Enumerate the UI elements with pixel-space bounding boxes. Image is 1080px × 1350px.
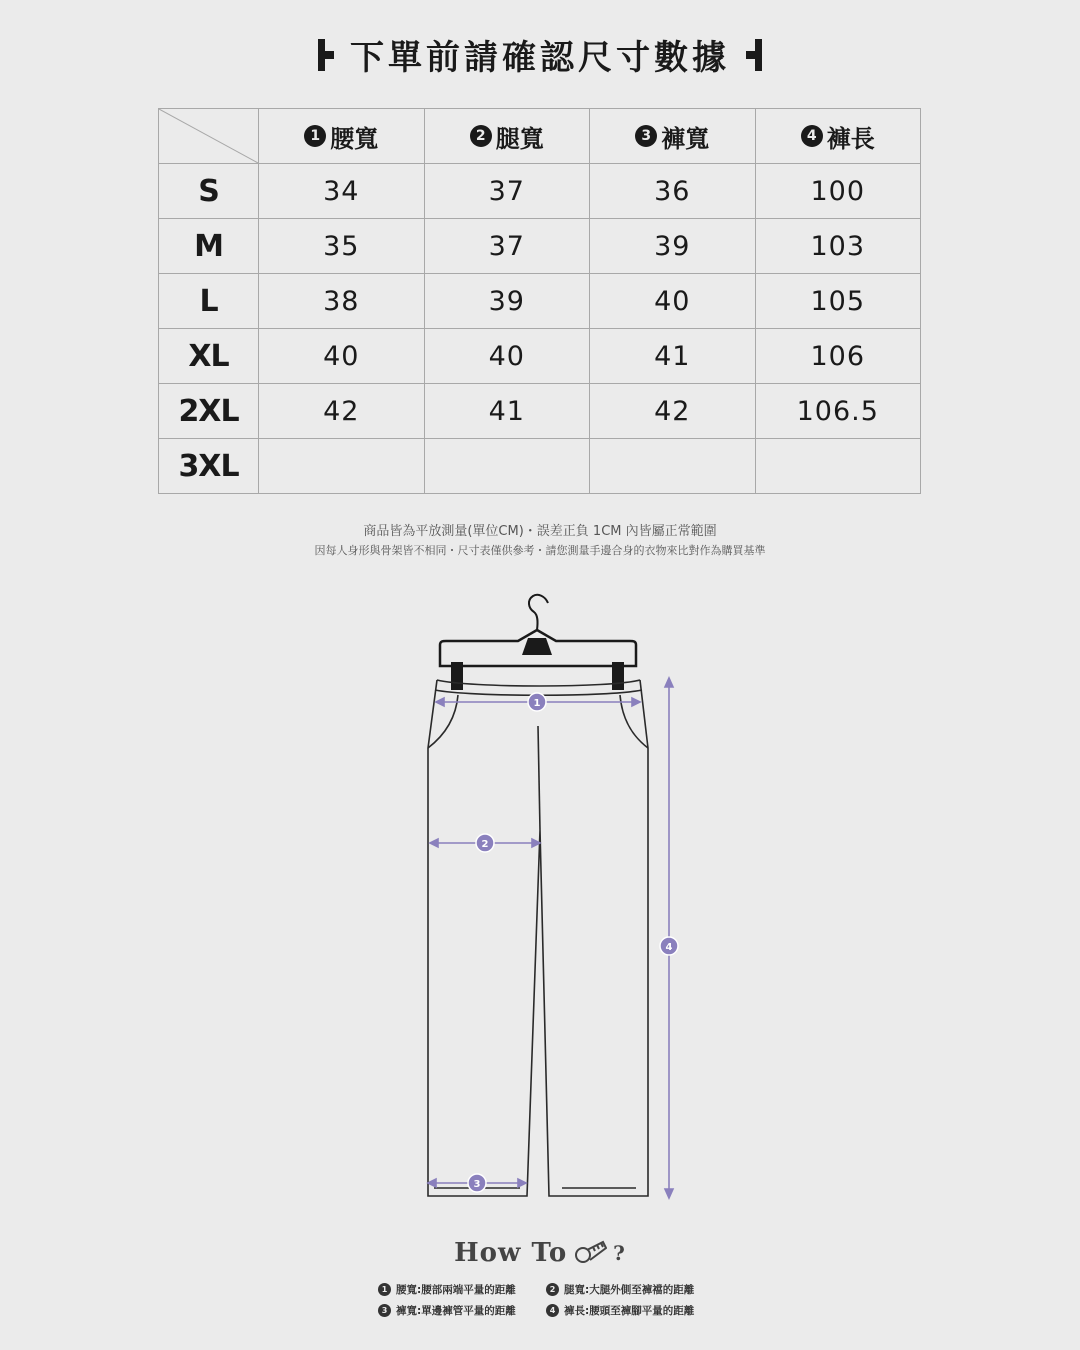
left-clip-icon [451,662,463,690]
number-badge: 2 [546,1283,559,1296]
size-label: XL [159,329,259,384]
disclaimer-note: 因每人身形與骨架皆不相同・尺寸表僅供參考・請您測量手邊合身的衣物來比對作為購買基準 [314,544,766,557]
table-cell: 100 [755,164,921,219]
number-badge: 3 [378,1304,391,1317]
table-cell: 41 [424,384,590,439]
marker-2-icon [476,834,494,852]
table-cell: 39 [590,219,756,274]
table-cell: 42 [590,384,756,439]
table-cell: 40 [590,274,756,329]
how-to-question: ? [613,1241,626,1265]
hanger-icon [440,595,636,666]
marker-3-icon [468,1174,486,1192]
table-cell: 35 [259,219,425,274]
column-header-label: 褲寬 [661,124,710,153]
legend-item [546,1282,738,1297]
table-cell: 106 [755,329,921,384]
marker-label: 3 [473,1179,481,1190]
measurement-arrows [428,678,673,1198]
legend-text: 褲長:腰頭至褲腳平量的距離 [564,1305,695,1317]
column-header-label: 腿寬 [495,124,544,153]
size-label: 2XL [159,384,259,439]
measurement-note: 商品皆為平放測量(單位CM)・誤差正負 1CM 內皆屬正常範圍 [363,524,717,539]
how-to-heading [0,1238,1080,1268]
column-header-label: 腰寬 [330,124,379,153]
table-cell: 38 [259,274,425,329]
table-cell: 106.5 [755,384,921,439]
size-label: M [159,219,259,274]
table-cell: 40 [259,329,425,384]
legend-item [378,1282,546,1297]
size-label: 3XL [159,439,259,494]
marker-1-icon [528,693,546,711]
tape-measure-icon [573,1240,607,1266]
page-title: 下單前請確認尺寸數據 [350,38,730,78]
legend-text: 腿寬:大腿外側至褲襠的距離 [564,1284,695,1296]
marker-4-icon [660,937,678,955]
column-header-label: 褲長 [826,124,875,153]
marker-label: 1 [533,698,541,709]
size-label: L [159,274,259,329]
pants-outline-icon [428,680,648,1196]
measurement-legend [378,1282,738,1318]
table-cell: 41 [590,329,756,384]
legend-text: 腰寬:腰部兩端平量的距離 [396,1284,516,1296]
table-cell: 37 [424,164,590,219]
number-badge: 1 [304,125,326,147]
table-cell: 103 [755,219,921,274]
legend-item [378,1303,546,1318]
number-badge: 4 [801,125,823,147]
table-cell: 40 [424,329,590,384]
size-label: S [159,164,259,219]
how-to-label: How To [454,1238,568,1268]
table-cell: 36 [590,164,756,219]
hanger-badge-icon [522,638,552,655]
legend-text: 褲寬:單邊褲管平量的距離 [396,1305,516,1317]
number-badge: 2 [470,125,492,147]
marker-label: 2 [481,839,489,850]
legend-item [546,1303,738,1318]
table-cell: 37 [424,219,590,274]
marker-label: 4 [665,942,673,953]
number-badge: 1 [378,1283,391,1296]
table-cell: 42 [259,384,425,439]
table-cell: 34 [259,164,425,219]
number-badge: 4 [546,1304,559,1317]
table-cell: 105 [755,274,921,329]
right-clip-icon [612,662,624,690]
number-badge: 3 [635,125,657,147]
table-cell: 39 [424,274,590,329]
